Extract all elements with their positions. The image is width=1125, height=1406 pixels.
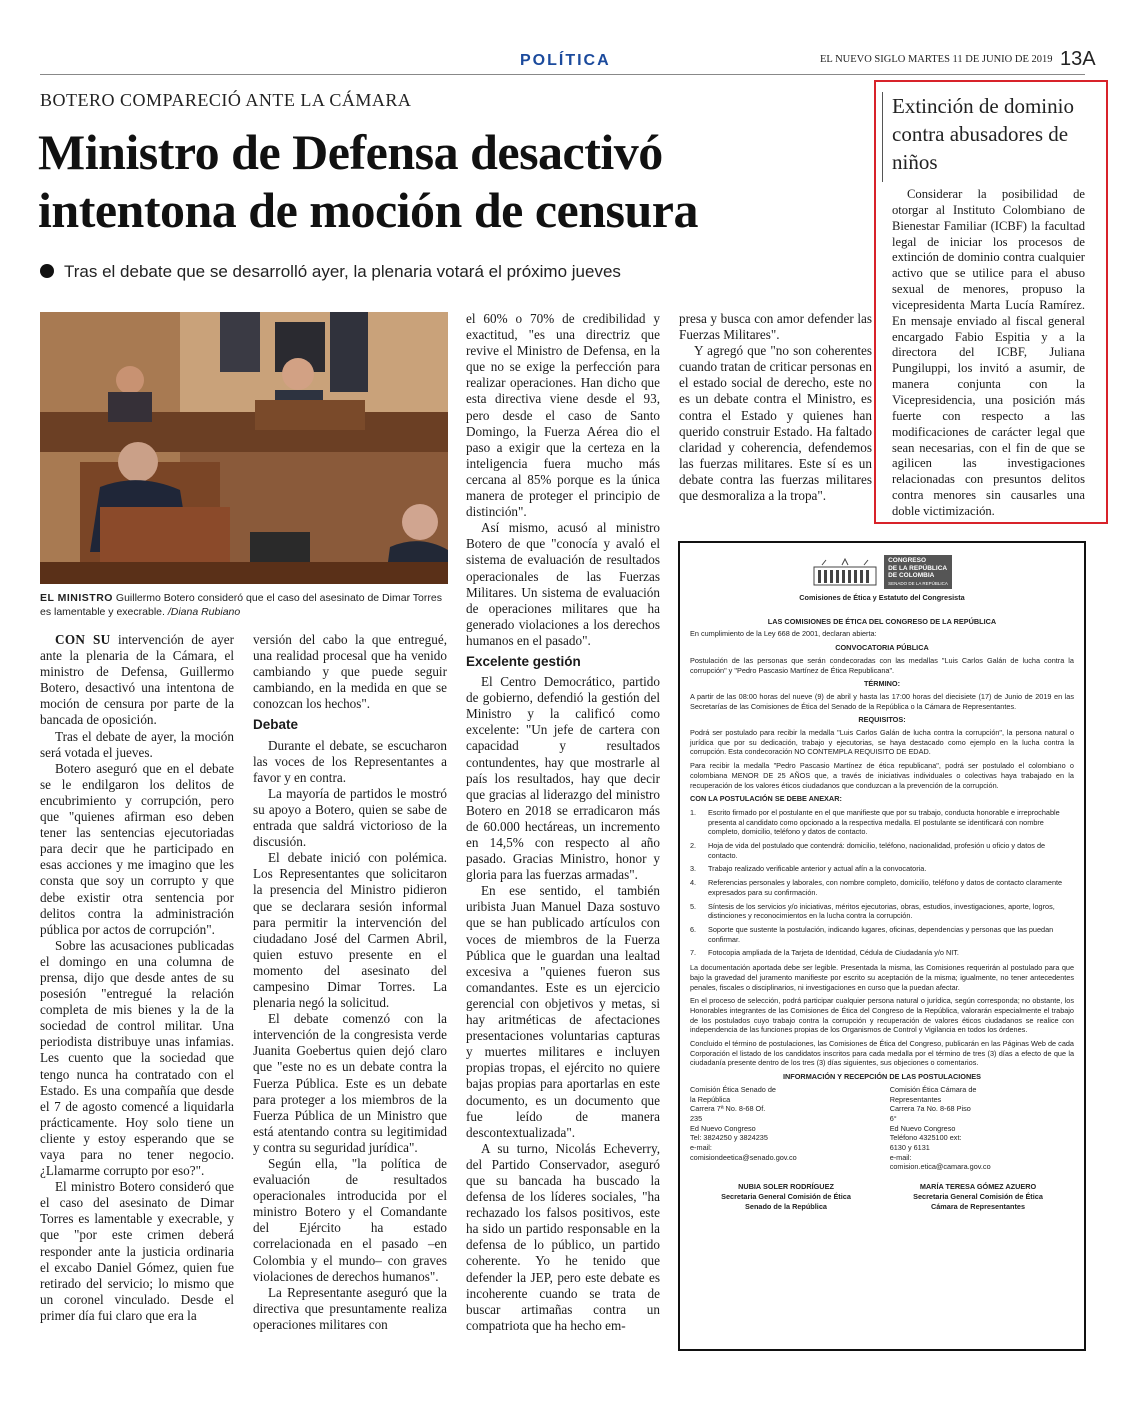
signature-camara: MARÍA TERESA GÓMEZ AZUERO Secretaria General Comisión de Ética Cámara de Representantes: [913, 1182, 1043, 1211]
paragraph: En ese sentido, el también uribista Juan Manuel Daza sostuvo que se han publicado artículos con voces de miembros de la Fuerza Pública que le guardan una lealtad excesiva a "quienes fueron sus comandantes. Este es un ejercicio gerencial con objetivos y metas, si hay aritméticas de afectaciones presentaciones voluntarias capturas y muertes militares e incluyen propias tropas, el ejército no quiere bajas propias para aportarlas en este documento, es un documento que fue leído de manera descontextualizada".: [466, 883, 660, 1140]
ad-list: [690, 808, 1074, 958]
article-headline: Ministro de Defensa desactivó intentona de moción de censura: [38, 124, 698, 238]
ad-requisitos-heading: REQUISITOS:: [858, 715, 906, 725]
paragraph: CON SU intervención de ayer ante la plenaria de la Cámara, el ministro de Defensa, Guillermo Botero, desactivó una intentona de moción de censura por parte de la bancada de oposición.: [40, 632, 235, 728]
paragraph: Así mismo, acusó al ministro Botero de que "conocía y avaló el sistema de evaluación de resultados operacionales de las Fuerzas Militares. Un sistema de evaluación de operaciones militares que ha generado violaciones a los derechos humanos en el pasado".: [466, 520, 660, 648]
congress-logo: [690, 555, 1074, 589]
ad-contacts: [690, 1085, 1074, 1172]
sidebar-body: [892, 187, 1085, 520]
paragraph: El ministro Botero consideró que el caso del asesinato de Dimar Torres es lamentable y execrable, y que "por este crimen deberá responder ante la justicia ordinaria el excabo Daniel Gómez, quien fue retirado del servicio; lo mismo que un coronel vinculado. Desde el primer día fui claro que era la: [40, 1179, 234, 1323]
sidebar-title: Extinción de dominio contra abusadores de niños: [892, 94, 1074, 174]
contact-camara: Comisión Ética Cámara de Representantes Carrera 7a No. 8-68 Piso 6° Ed Nuevo Congreso Teléfono 4325100 ext: 6130 y 6131 e-mail: comision.etica@camara.gov.co: [889, 1084, 991, 1172]
contact-senado: Comisión Ética Senado de la República Carrera 7ª No. 8-68 Of. 235 Ed Nuevo Congreso Tel: 3824250 y 3824235 e-mail: comisiondeetica@senado.gov.co: [690, 1084, 797, 1162]
paragraph: El Centro Democrático, partido de gobierno, defendió la gestión del Ministro y la calificó como excelente: "Un jefe de cartera con capacidad y resultados contundentes, hay que mostrarle al país los resultados, hay que decir que gracias al liderazgo del ministro Botero en 2018 se erradicaron más de 60.000 hectáreas, un incremento en 14,5% con respecto al año pasado. Gracias Ministro, honor y gloria para las fuerzas armadas".: [466, 674, 660, 883]
congress-announcement: [678, 541, 1086, 1351]
sidebar-paragraph: Considerar la posibilidad de otorgar al Instituto Colombiano de Bienestar Familiar (ICBF) la facultad legal de iniciar los procesos de extinción de dominio contra cualquier activo que se utilice para el abuso sexual de menores, propuso la vicepresidenta Marta Lucía Ramírez. En mensaje enviado al fiscal general encargado Fabio Espitia y a la directora del ICBF, Juliana Pungiluppi, los invitó a asumir, de manera conjunta con la Vicepresidencia, una posición más fuerte con respecto a las modificaciones de carácter legal que sean necesarias, con el fin de que se agilicen las investigaciones relacionadas con presuntos delitos contra menores sin causarles una doble victimización.: [892, 187, 1085, 518]
list-item: 7. Fotocopia ampliada de la Tarjeta de Identidad, Cédula de Ciudadanía y/o NIT.: [690, 948, 959, 958]
ad-paragraph: En el proceso de selección, podrá participar cualquier persona natural o jurídica, según corresponda; no obstante, los Honorables integrantes de las Comisiones de Ética del Congreso de la República, valorarán especialmente el trabajo de los postulados cuyo trabajo contra la corrupción y recuperación de valores éticos ciudadanos se realice con independencia de las funciones propias de los Organismos de Control y Vigilancia en todos los órdenes.: [690, 996, 1074, 1035]
ad-title: LAS COMISIONES DE ÉTICA DEL CONGRESO DE LA REPÚBLICA: [767, 616, 997, 626]
paragraph: Según ella, "la política de evaluación de resultados operacionales introducida por el ministro Botero y el Comandante del Ejército ha estado correlacionada en el pasado –en Colombia y el mundo– con graves violaciones de derechos humanos".: [253, 1156, 447, 1284]
subhead-text: Tras el debate que se desarrolló ayer, la plenaria votará el próximo jueves: [64, 262, 621, 281]
paragraph: La Representante aseguró que la directiva que presuntamente realiza operaciones militares con: [253, 1284, 447, 1332]
ad-paragraph: Concluido el término de postulaciones, las Comisiones de Ética del Congreso, publicarán en las Páginas Web de cada Corporación el listado de los candidatos inscritos para cada medalla por el término de tres (3) días a efecto de que la ciudadanía presente dentro de los tres (3) días siguientes, sus objeciones o comentarios.: [690, 1039, 1074, 1068]
caption-lead: EL MINISTRO: [40, 592, 113, 604]
section-label: POLÍTICA: [520, 52, 611, 69]
list-item: 2. Hoja de vida del postulado que contendrá: domicilio, teléfono, nacionalidad, profesión u oficio y datos de contacto.: [690, 841, 1046, 860]
ad-purpose: Postulación de las personas que serán condecoradas con las medallas "Luis Carlos Galán de lucha contra la corrupción" y "Pedro Pascasio Martínez de Ética Republicana".: [690, 655, 1074, 675]
ad-requisito-2: Para recibir la medalla "Pedro Pascasio Martínez de ética republicana", podrá ser postulado el colombiano o colombiana MENOR DE 25 AÑOS que, a través de iniciativas individuales o colectivas haya trabajado en la recuperación de los valores éticos ciudadanos que conduzcan a la prevención de la corrupción.: [690, 761, 1074, 790]
lead-in: CON SU: [55, 632, 111, 647]
bullet-icon: [40, 264, 54, 278]
ad-anexar-heading: CON LA POSTULACIÓN SE DEBE ANEXAR:: [690, 794, 842, 804]
subheading-gestion: Excelente gestión: [466, 653, 581, 669]
ad-paragraph: La documentación aportada debe ser legible. Presentada la misma, las Comisiones requerirán al postulado para que bajo la gravedad del juramento manifieste por escrito su aceptación de la misma; igualmente, no tener antecedentes penales, fiscales o disciplinarios, ni investigaciones en curso que la puedan afectar.: [690, 963, 1074, 992]
congress-logo-text: CONGRESO DE LA REPÚBLICA DE COLOMBIA SENADO DE LA REPÚBLICA: [884, 555, 952, 589]
paragraph: el 60% o 70% de credibilidad y exactitud, "es una directriz que revive el Ministro de Defensa, en la que no se exige la perfección para realizar operaciones. Han dicho que esta directiva viene desde el 93, pero desde el caso de Santo Domingo, la Fuerza Aérea dio el paso a exigir que la certeza en la inteligencia fuera mucho más cercana al 85% porque es la única manera de proteger el principio de distinción".: [466, 311, 660, 520]
paragraph: El debate comenzó con la intervención de la congresista verde Juanita Goebertus quien dejó claro que "este no es un debate contra la Fuerza Pública. Este es un debate para proteger a los miembros de la Fuerza Pública de un Ministro que está atentando contra su legitimidad y contra su seguridad jurídica".: [253, 1011, 447, 1155]
capitol-icon: [812, 557, 878, 587]
paragraph: Sobre las acusaciones publicadas el domingo en una columna de prensa, dijo que desde antes de su posesión "entregué la relación completa de mis bienes y la de la sociedad de control militar. Una periodista distribuye unas infamias. Les cuento que la sociedad que tengo nunca ha contratado con el Estado. Es una compañía que desde el 7 de agosto comencé a liquidarla prácticamente. Hoy solo tiene un cliente y estoy esperando que se vaya para no tener negocio. ¿Llamarme corrupto por eso?".: [40, 937, 234, 1179]
paragraph: Y agregó que "no son coherentes cuando tratan de criticar personas en el estado social de derecho, este no es un debate contra el Ministro, es contra el Estado y quienes han querido construir Estado. Ha faltado claridad y coherencia, defendemos las fuerzas militares. Este sí es un debate contra las fuerzas militares que desmoraliza a la tropa".: [679, 343, 872, 504]
article-column-2: [253, 632, 447, 1333]
header-rule: [40, 74, 1085, 75]
signature-senado: NUBIA SOLER RODRÍGUEZ Secretaria General Comisión de Ética Senado de la República: [721, 1182, 851, 1211]
ad-info-heading: INFORMACIÓN Y RECEPCIÓN DE LAS POSTULACIONES: [783, 1072, 981, 1082]
ad-intro: En cumplimiento de la Ley 668 de 2001, declaran abierta:: [690, 629, 877, 639]
paragraph: Tras el debate de ayer, la moción será votada el jueves.: [40, 728, 234, 760]
ad-convocatoria: CONVOCATORIA PÚBLICA: [835, 643, 929, 653]
paragraph: versión del cabo la que entregué, una realidad procesal que ha venido cambiando y que puede seguir cambiando, en la medida en que se conozcan los hechos".: [253, 632, 447, 712]
ad-requisito-1: Podrá ser postulado para recibir la medalla "Luis Carlos Galán de lucha contra la corrupción", la persona natural o jurídica que por su dedicación, trabajo y ejecutorias, se haya destacado como ejemplo en la lucha contra la corrupción. Esta condecoración NO CONTEMPLA REQUISITO DE EDAD.: [690, 728, 1074, 757]
paragraph: El debate inició con polémica. Los Representantes que solicitaron la presencia del Ministro pidieron que se declarara sesión informal para permitir la intervención del ciudadano José del Carmen Abril, quien estuvo presente en el momento del asesinato del campesino Dimar Torres. La plenaria negó la solicitud.: [253, 850, 447, 1011]
paragraph: Botero aseguró que en el debate se le endilgaron los delitos de encubrimiento y corrupción, pero que "quienes afirman eso deben tener las sentencias ejecutoriadas para decir que he participado en esas acciones y me imagino que les consta que soy un corrupto y que debe existir otra sentencia por delitos contra la administración pública por actos de corrupción".: [40, 760, 234, 937]
list-item: 3. Trabajo realizado verificable anterior y actual afín a la convocatoria.: [690, 864, 927, 874]
ad-termino-heading: TÉRMINO:: [863, 679, 901, 689]
list-item: 4. Referencias personales y laborales, con nombre completo, domicilio, teléfono y datos de contacto claramente expresados para su confirmación.: [690, 878, 1063, 897]
article-column-4: [679, 311, 872, 504]
paragraph: presa y busca con amor defender las Fuerzas Militares".: [679, 311, 872, 343]
page-number: 13A: [1060, 48, 1096, 70]
sidebar-rule: [882, 92, 883, 182]
article-kicker: BOTERO COMPARECIÓ ANTE LA CÁMARA: [40, 90, 412, 110]
paragraph: La mayoría de partidos le mostró su apoyo a Botero, quien se sabe de entrada que saldrá victorioso de la discusión.: [253, 785, 447, 850]
paragraph: A su turno, Nicolás Echeverry, del Partido Conservador, aseguró que su bancada ha buscado la defensa de los líderes sociales, "ha rechazado los falsos positivos, este ha sido un partido responsable en la defensa de lo público, un partido coherente. Yo he tenido que defender la JEP, pero este debate es incoherente cuando se trata de buscar artimañas contra un compatriota que ha hecho em-: [466, 1140, 660, 1333]
article-column-3: [466, 311, 660, 1334]
paper-date-line: EL NUEVO SIGLO MARTES 11 DE JUNIO DE 2019: [820, 54, 1053, 65]
list-item: 6. Soporte que sustente la postulación, indicando lugares, oficinas, dependencias y personas que las puedan confirmar.: [690, 924, 1054, 944]
article-photo: [40, 312, 448, 584]
caption-text: Guillermo Botero consideró que el caso del asesinato de Dimar Torres es lamentable y execrable.: [40, 592, 442, 618]
paragraph: Durante el debate, se escucharon las voces de los Representantes a favor y en contra.: [253, 737, 447, 785]
photo-caption: [40, 591, 450, 619]
list-item: 5. Síntesis de los servicios y/o iniciativas, méritos ejecutorias, obras, estudios, investigaciones, aporte, logros, distinciones y reconocimientos en la lucha contra la corrupción.: [690, 901, 1055, 921]
ad-termino: A partir de las 08:00 horas del nueve (9) de abril y hasta las 17:00 horas del diecisiete (17) de Junio de 2019 en las Secretarías de las Comisiones de Ética del Senado de la República o la Cámara de Representantes.: [690, 691, 1074, 711]
caption-credit: /Diana Rubiano: [167, 606, 241, 618]
ad-signatures: [690, 1182, 1074, 1211]
list-item: 1. Escrito firmado por el postulante en el que manifieste que por su trabajo, conducta honorable e irreprochable presenta al candidato como opcionado a la respectiva medalla. El postulante se identificará con nombre completo, domicilio, teléfono y datos de contacto.: [690, 807, 1060, 837]
article-column-1: [40, 632, 234, 1324]
article-subhead: [40, 262, 621, 282]
ad-org: Comisiones de Ética y Estatuto del Congresista: [799, 593, 965, 602]
subheading-debate: Debate: [253, 717, 299, 733]
